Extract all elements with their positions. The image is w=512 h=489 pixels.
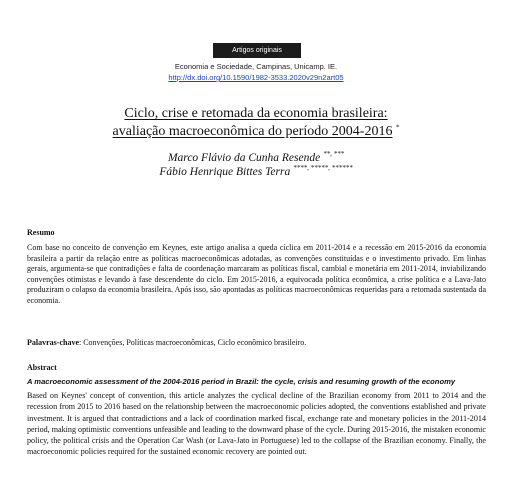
author-2-footnote-marks[interactable]: ****, *****, ******	[293, 164, 353, 173]
abstract-english-title: A macroeconomic assessment of the 2004-2016 period in Brazil: the cycle, crisis and resuming growth of the economy	[27, 377, 456, 386]
keywords-label: Palavras-chave	[27, 338, 79, 347]
resumo-heading: Resumo	[27, 228, 55, 237]
paper-title-line-2	[0, 124, 512, 140]
resumo-text: Com base no conceito de convenção em Keynes, este artigo analisa a queda cíclica em 2011-2014 e a recessão em 2015-2016 da economia brasileira a partir da relação entre as políticas macroeconômicas adotadas, as convenções constituídas e o investimento privado. Em linhas gerais, argumenta-se que contradições e falta de coordenação marcaram as políticas fiscal, cambial e monetária em 2011-2014, inviabilizando convenções otimistas e levando à fase descendente do ciclo. Em 2015-2016, a equivocada política econômica, a crise política e a Lava-Jato produziram o colapso da economia brasileira. Após isso, são apontadas as políticas macroeconômicas requeridas para a retomada sustentada da economia.	[27, 243, 486, 305]
journal-citation: Economia e Sociedade, Campinas, Unicamp. IE.	[174, 62, 338, 71]
title-line-2-text: avaliação macroeconômica do período 2004-2016	[112, 124, 393, 139]
abstract-heading: Abstract	[27, 363, 57, 372]
doi-link[interactable]: http://dx.doi.org/10.1590/1982-3533.2020v29n2art05	[168, 73, 344, 82]
paper-title-line-1	[0, 106, 512, 122]
keywords-line	[27, 338, 486, 349]
author-2	[0, 166, 512, 178]
author-1	[0, 152, 512, 164]
author-1-footnote-marks[interactable]: **, ***	[323, 150, 345, 159]
author-2-name: Fábio Henrique Bittes Terra	[159, 166, 291, 178]
author-1-name: Marco Flávio da Cunha Resende	[167, 152, 321, 164]
keywords-values: : Convenções, Políticas macroeconômicas, Ciclo econômico brasileiro.	[79, 338, 307, 347]
title-footnote-marker[interactable]: *	[395, 123, 400, 132]
abstract-text: Based on Keynes' concept of convention, this article analyzes the cyclical decline of the Brazilian economy from 2011 to 2014 and the recession from 2015 to 2016 based on the relationship between the macroeconomic policies adopted, the conventions established and private investment. It is argued that contradictions and a lack of coordination marked fiscal, exchange rate and monetary policies in the 2011-2014 period, making optimistic conventions unfeasible and leading to the downward phase of the cycle. During 2015-2016, the mistaken economic policy, the political crisis and the Operation Car Wash (or Lava-Jato in Portuguese) led to the collapse of the Brazilian economy. Finally, the macroeconomic policies required for the sustained economic recovery are pointed out.	[27, 391, 486, 457]
title-line-1-text: Ciclo, crise e retomada da economia brasileira:	[124, 106, 388, 121]
section-badge: Artigos originais	[213, 43, 301, 58]
